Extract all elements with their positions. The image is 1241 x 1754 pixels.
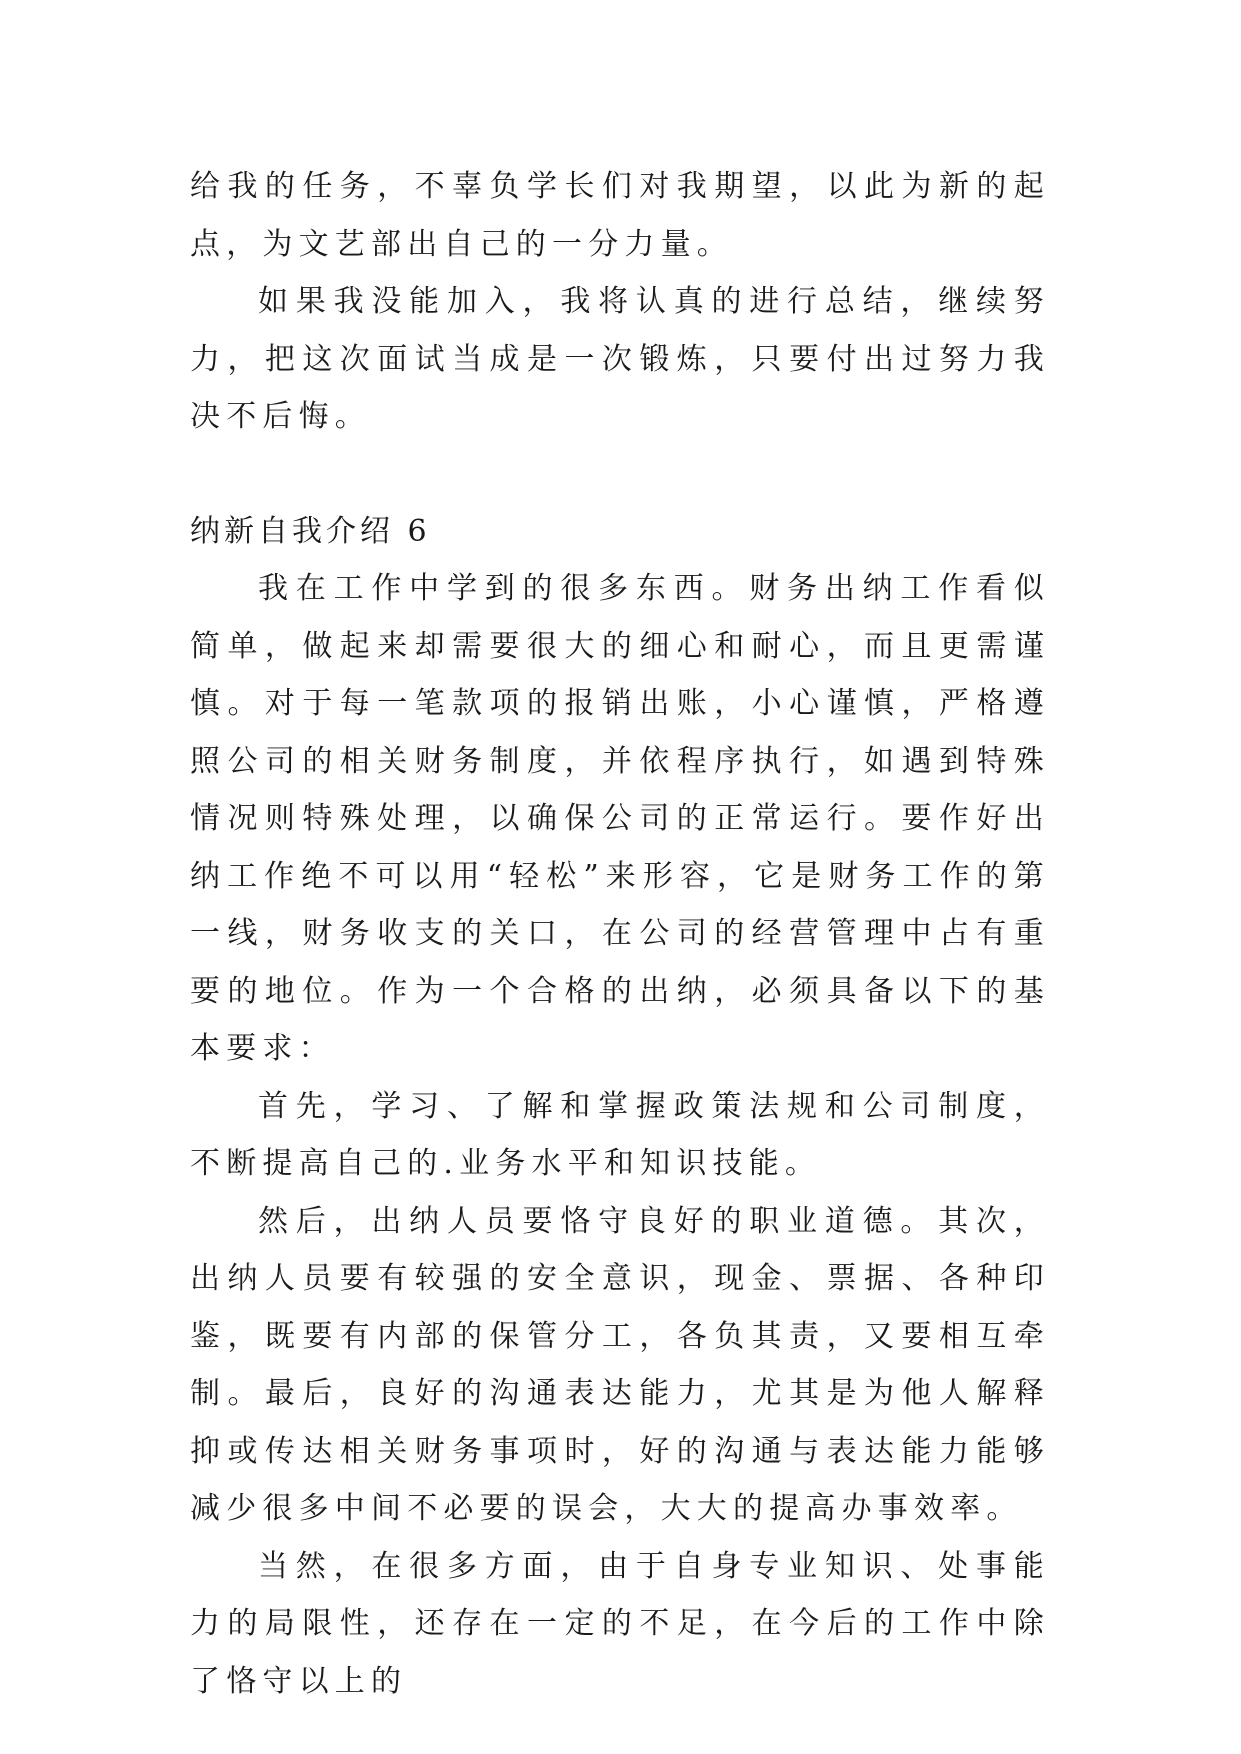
section-spacer bbox=[190, 446, 1050, 503]
paragraph-work-learning: 我在工作中学到的很多东西。财务出纳工作看似简单，做起来却需要很大的细心和耐心，而且更需谨慎。对于每一笔款项的报销出账，小心谨慎，严格遵照公司的相关财务制度，并依程序执行，如遇到特殊情况则特殊处理，以确保公司的正常运行。要作好出纳工作绝不可以用“轻松”来形容，它是财务工作的第一线，财务收支的关口，在公司的经营管理中占有重要的地位。作为一个合格的出纳，必须具备以下的基本要求： bbox=[190, 571, 1050, 1066]
section-heading: 纳新自我介绍 6 bbox=[190, 513, 431, 549]
document-body bbox=[190, 158, 1050, 1710]
paragraph-first-requirement: 首先，学习、了解和掌握政策法规和公司制度，不断提高自己的.业务水平和知识技能。 bbox=[190, 1088, 1050, 1181]
paragraph-join-outcome: 如果我没能加入，我将认真的进行总结，继续努力，把这次面试当成是一次锻炼，只要付出过努力我决不后悔。 bbox=[190, 284, 1050, 434]
paragraph-ethics-communication: 然后，出纳人员要恪守良好的职业道德。其次，出纳人员要有较强的安全意识，现金、票据、各种印鉴，既要有内部的保管分工，各负其责，又要相互牵制。最后，良好的沟通表达能力，尤其是为他人解释抑或传达相关财务事项时，好的沟通与表达能力能够减少很多中间不必要的误会，大大的提高办事效率。 bbox=[190, 1203, 1050, 1526]
paragraph-shortcomings: 当然，在很多方面，由于自身专业知识、处事能力的局限性，还存在一定的不足，在今后的工作中除了恪守以上的 bbox=[190, 1548, 1050, 1699]
paragraph-continuation: 给我的任务，不辜负学长们对我期望，以此为新的起点，为文艺部出自己的一分力量。 bbox=[190, 169, 1050, 262]
